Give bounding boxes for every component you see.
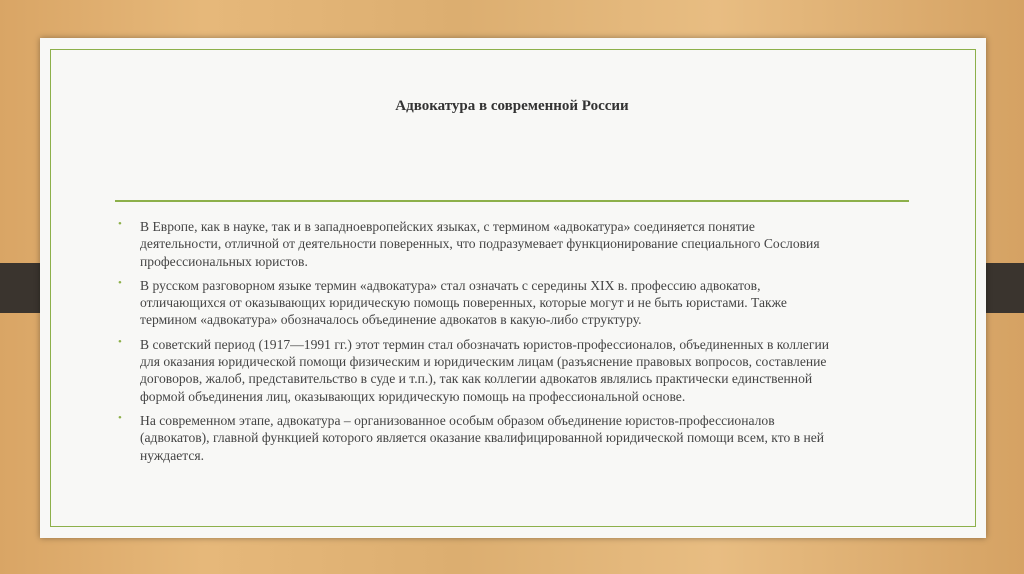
bullet-text-line: отличающихся от оказывающих юридическую помощь поверенных, которые могут и не быть юристами. Также — [140, 295, 787, 311]
bullet-text-line: На современном этапе, адвокатура – организованное особым образом объединение юристов-профессионалов — [140, 412, 775, 428]
bullet-text-line: нуждается. — [140, 447, 205, 463]
bullet-item — [118, 277, 918, 329]
bullet-item — [118, 412, 918, 464]
bullet-icon: • — [118, 335, 122, 348]
bullet-text-line: термином «адвокатура» обозначалось объединение адвокатов в какую-либо структуру. — [140, 312, 642, 328]
bullet-list — [118, 218, 918, 471]
bullet-text-line: В советский период (1917—1991 гг.) этот термин стал обозначать юристов-профессионалов, объединенных в коллегии — [140, 336, 830, 352]
bullet-icon: • — [118, 276, 122, 289]
bullet-item — [118, 218, 918, 270]
bullet-item — [118, 336, 918, 405]
slide-title: Адвокатура в современной России — [395, 98, 629, 114]
bullet-text-line: договоров, жалоб, представительство в суде и т.п.), так как коллегии адвокатов являлись практически единственной — [140, 371, 813, 387]
bullet-text-line: деятельности, отличной от деятельности поверенных, что подразумевает функционирование специального Сословия — [140, 236, 820, 252]
bullet-text-line: профессиональных юристов. — [140, 253, 308, 269]
bullet-text-line: (адвокатов), главной функцией которого является оказание квалифицированной юридической помощи всем, кто в ней — [140, 430, 825, 446]
title-divider — [115, 200, 909, 202]
bullet-icon: • — [118, 218, 122, 230]
bullet-text-line: для оказания юридической помощи физическим и юридическим лицам (разъяснение правовых вопросов, составление — [140, 354, 827, 370]
bullet-text-line: В русском разговорном языке термин «адвокатура» стал означать с середины XIX в. профессию адвокатов, — [140, 277, 761, 293]
bullet-text-line: В Европе, как в науке, так и в западноевропейских языках, с термином «адвокатура» соединяется понятие — [140, 219, 755, 234]
bullet-text-line: формой объединения лиц, оказывающих юридическую помощь на профессиональной основе. — [140, 388, 686, 404]
bullet-icon: • — [118, 411, 122, 424]
